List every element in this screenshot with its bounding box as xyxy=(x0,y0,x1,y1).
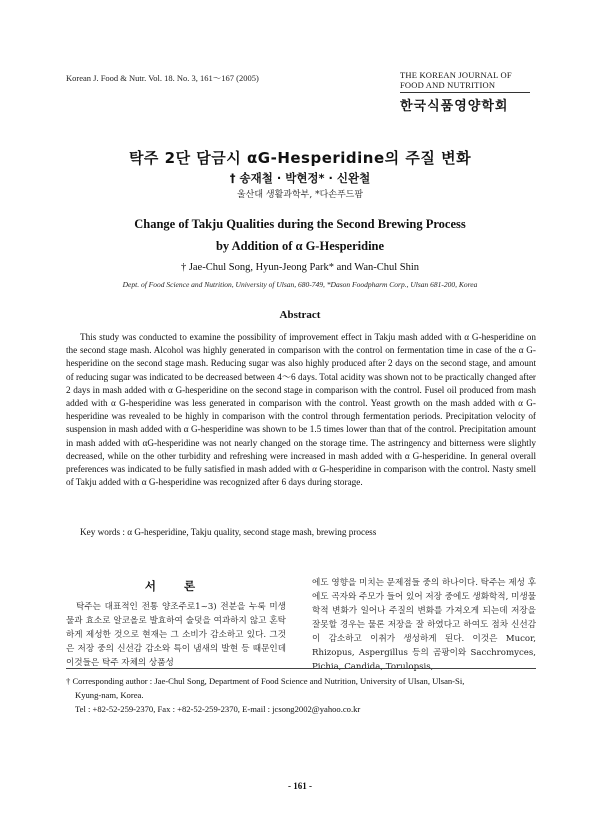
intro-right-text: 에도 영향을 미치는 문제점들 중의 하나이다. 탁주는 제성 후에도 곡자와 주모가 들어 있어 저장 중에도 생화학적, 미생물학적 변화가 일어나 주질의 변화를 가져오게 되는데 저장을 잘못할 경우는 물론 저장을 잘 하였다고 하여도 점차 신선감이 감소하고 이취가 생성하게 된다. 이것은 Mucor, Rhizopus, Aspergillus 등의 곰팡이와 Sacchromyces, Pichia, Candida, Torulopsis, xyxy=(312,578,536,672)
intro-left-text: 탁주는 대표적인 전통 양조주로1~3) 전분을 누룩 미생물과 효소로 알코올로 발효하여 술덧을 여과하지 않고 혼탁하게 제성한 것으로 현재는 그 소비가 감소하고 있다. 그것은 저장 중의 신선감 감소와 특이 냄새의 발현 등 때문인데 이것들은 탁주 자체의 상품성 xyxy=(66,602,286,668)
page-number: - 161 - xyxy=(288,781,312,791)
journal-name-korean: 한국식품영양학회 xyxy=(400,99,509,114)
journal-rule xyxy=(400,92,530,93)
abstract-text: This study was conducted to examine the possibility of improvement effect in Takju mash added with α G-hesperidine on the second stage mash. Alcohol was highly generated in comparison with the control on fermentation time in case of the α G-hesperidine on the second stage mash. Reducing sugar was also highly produced after 2 days on the second stage, and amount of reducing sugar was indicated to be decreased between 4～6 days. Total acidity was shown not to be practically changed after 2 days in mash added with α G-hesperidine on the second stage in comparison with the control. Fusel oil produced from mash added with α G-hesperidine was less generated in comparison with the control. Yeast growth on the mash added with α G-hesperidine was revealed to be highly in comparison with the control through fermentation periods. Precipitation velocity of suspension in mash added with α G-hesperidine was shown to be 1.5 times lower than that of the control. Precipitation amount in mash added with αG-hesperidine was not nearly changed on the storage time. The astringency and bitterness were slightly decreased, while on the other turbidity and refreshing were increased in mash added with α G-hesperidine. In general overall preferences was indicated to be fully satisfied in mash added with α G-hesperidine in comparison with the control. Nasty smell of Takju added with α G-hesperidine was recognized after 6 days during storage. xyxy=(66,332,536,488)
footnote-line2: Kyung-nam, Korea. xyxy=(75,690,144,700)
affiliation-korean: 울산대 생활과학부, *다손푸드팜 xyxy=(236,190,364,200)
section-heading-introduction: 서 론 xyxy=(144,579,208,593)
intro-column-right xyxy=(312,576,536,674)
keywords: Key words : α G-hesperidine, Takju quality, second stage mash, brewing process xyxy=(80,527,377,537)
corresponding-author-footnote xyxy=(66,674,536,716)
footnote-line1: † Corresponding author : Jae-Chul Song, Department of Food Science and Nutrition, University of Ulsan, Ulsan-Si, xyxy=(66,676,465,686)
affiliation-english: Dept. of Food Science and Nutrition, University of Ulsan, 680-749, *Dason Foodpharm Corp., Ulsan 681-200, Korea xyxy=(122,280,478,289)
authors-english: † Jae-Chul Song, Hyun-Jeong Park* and Wan-Chul Shin xyxy=(180,262,420,273)
authors-korean: † 송재철 · 박현정* · 신완철 xyxy=(229,171,371,185)
abstract-heading: Abstract xyxy=(279,309,321,321)
journal-masthead xyxy=(400,70,530,114)
abstract-body xyxy=(66,331,536,489)
footnote-divider xyxy=(66,668,536,669)
title-english-line2: by Addition of α G-Hesperidine xyxy=(215,239,385,253)
footnote-line3: Tel : +82-52-259-2370, Fax : +82-52-259-2370, E-mail : jcsong2002@yahoo.co.kr xyxy=(75,704,361,714)
title-english-line1: Change of Takju Qualities during the Second Brewing Process xyxy=(134,217,466,231)
journal-name-line2: FOOD AND NUTRITION xyxy=(400,80,496,90)
intro-column-left xyxy=(66,600,286,670)
title-korean: 탁주 2단 담금시 αG-Hesperidine의 주질 변화 xyxy=(128,149,472,167)
journal-name-line1: THE KOREAN JOURNAL OF xyxy=(400,70,512,80)
journal-citation: Korean J. Food & Nutr. Vol. 18. No. 3, 161～167 (2005) xyxy=(66,73,259,83)
